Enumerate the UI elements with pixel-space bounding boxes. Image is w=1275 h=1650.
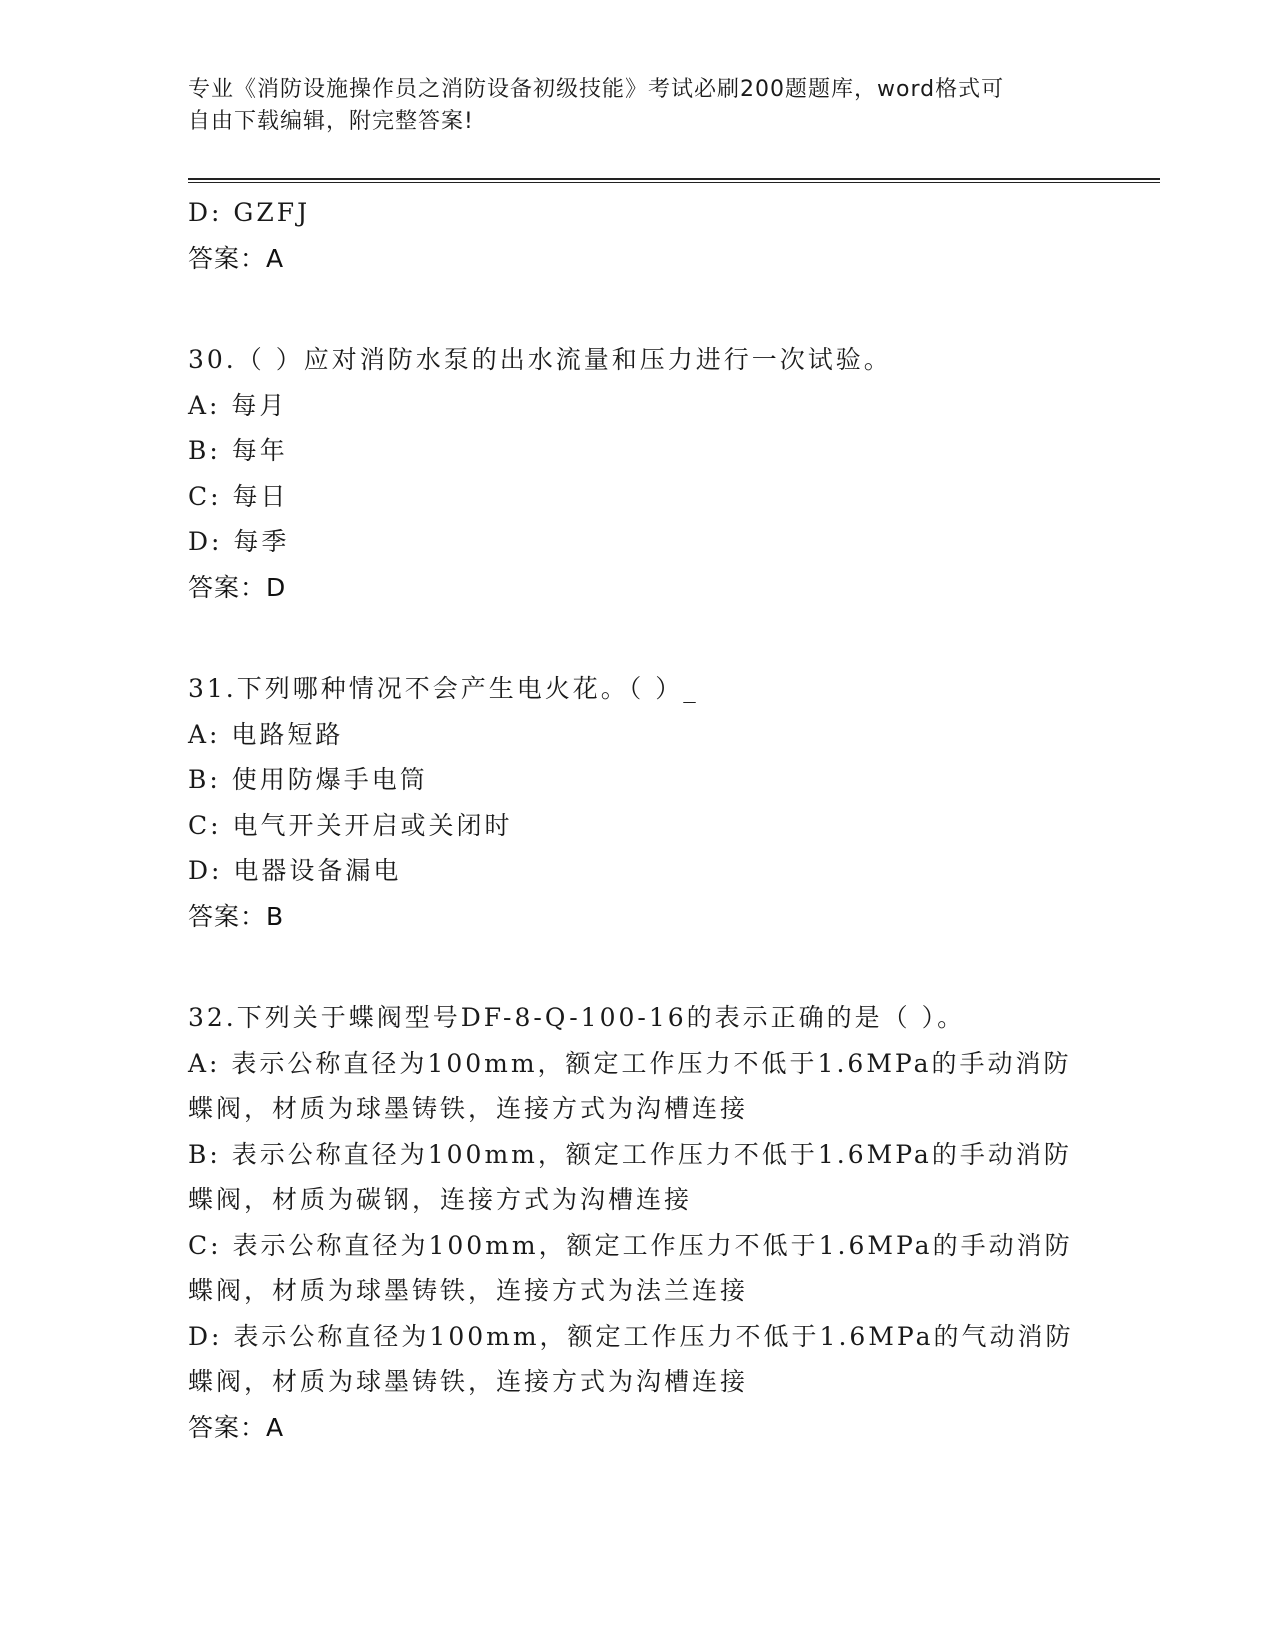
question-32 — [188, 995, 1088, 1450]
answer-line: 答案：B — [188, 901, 285, 931]
previous-question-fragment — [188, 190, 1088, 281]
option-d: D: GZFJ — [188, 198, 311, 227]
question-31 — [188, 666, 1088, 939]
question-30 — [188, 337, 1088, 610]
header-divider-thin — [188, 182, 1160, 183]
option-d: D: 电器设备漏电 — [188, 856, 402, 885]
question-content — [188, 190, 1088, 1450]
option-c: C: 每日 — [188, 481, 289, 511]
spacer — [188, 610, 1088, 666]
option-d: D: 每季 — [188, 527, 290, 556]
option-a: A: 每月 — [188, 390, 288, 420]
answer-line: 答案：A — [188, 1412, 285, 1442]
question-stem: 30.（ ）应对消防水泵的出水流量和压力进行一次试验。 — [188, 345, 892, 374]
spacer — [188, 281, 1088, 337]
header-title-line1: 专业《消防设施操作员之消防设备初级技能》考试必刷200题题库，word格式可 — [188, 77, 1005, 102]
option-d: D: 表示公称直径为100mm，额定工作压力不低于1.6MPa的气动消防蝶阀，材质为球墨铸铁，连接方式为沟槽连接 — [188, 1321, 1074, 1396]
spacer — [188, 939, 1088, 995]
option-c: C: 表示公称直径为100mm，额定工作压力不低于1.6MPa的手动消防蝶阀，材质为球墨铸铁，连接方式为法兰连接 — [188, 1230, 1073, 1305]
header-divider-thick — [188, 178, 1160, 180]
document-header — [188, 74, 1088, 138]
answer-line: 答案：D — [188, 572, 287, 602]
option-b: B: 表示公称直径为100mm，额定工作压力不低于1.6MPa的手动消防蝶阀，材质为碳钢，连接方式为沟槽连接 — [188, 1139, 1072, 1214]
answer-line: 答案：A — [188, 243, 285, 273]
option-a: A: 电路短路 — [188, 719, 344, 749]
option-b: B: 每年 — [188, 436, 288, 465]
header-title-line2: 自由下载编辑，附完整答案! — [188, 109, 474, 134]
question-stem: 31.下列哪种情况不会产生电火花。（ ）_ — [188, 674, 699, 703]
option-c: C: 电气开关开启或关闭时 — [188, 810, 513, 840]
option-a: A: 表示公称直径为100mm，额定工作压力不低于1.6MPa的手动消防蝶阀，材质为球墨铸铁，连接方式为沟槽连接 — [188, 1048, 1072, 1123]
option-b: B: 使用防爆手电筒 — [188, 765, 428, 794]
question-stem: 32.下列关于蝶阀型号DF-8-Q-100-16的表示正确的是（ ）。 — [188, 1003, 966, 1032]
